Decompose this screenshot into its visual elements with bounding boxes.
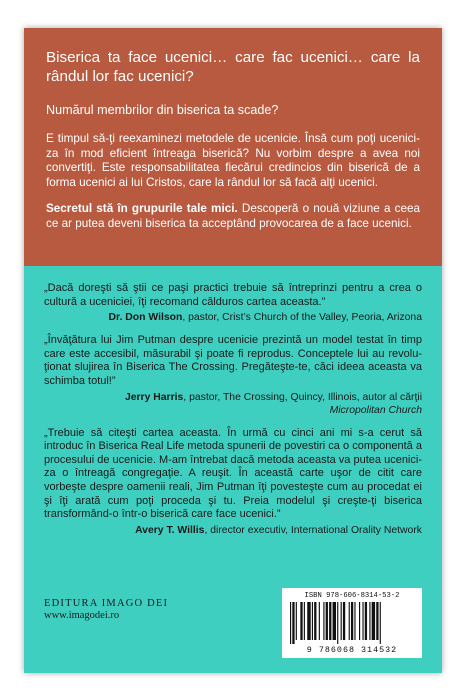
isbn-barcode bbox=[282, 588, 422, 658]
endorsement-attribution bbox=[44, 311, 422, 324]
barcode-bar bbox=[314, 602, 316, 640]
endorsement-book-title: Micropolitan Church bbox=[329, 404, 422, 416]
barcode-bar bbox=[372, 602, 375, 640]
barcode-bar bbox=[329, 602, 331, 640]
barcode-bar bbox=[376, 602, 378, 640]
barcode-bar bbox=[326, 602, 328, 640]
book-back-cover bbox=[24, 28, 442, 673]
blurb-headline: Biserica ta face ucenici… care fac ucenici… care la rândul lor fac ucenici? bbox=[46, 49, 420, 85]
blurb-paragraph: E timpul să-ţi reexaminezi metodele de ucenicie. Însă cum poţi uceniciza în mod eficient întreaga biserică? Nu vorbim despre a avea noi convertiţi. Este responsabilitatea fiecărui credincios din biserică de a forma ucenici ai lui Cristos, care la rândul lor să facă alţi ucenici. bbox=[46, 132, 420, 189]
barcode-bar bbox=[296, 602, 297, 640]
barcode-bar bbox=[354, 602, 355, 640]
barcode-bar bbox=[369, 602, 370, 640]
endorsement-attribution bbox=[44, 391, 422, 417]
barcode-bar bbox=[362, 602, 363, 640]
blurb-panel bbox=[24, 28, 442, 266]
barcode-bar bbox=[349, 602, 350, 640]
barcode-bar bbox=[292, 602, 294, 644]
publisher-name: EDITURA IMAGO DEI bbox=[44, 598, 169, 609]
barcode-bar bbox=[351, 602, 353, 640]
endorsement bbox=[44, 282, 422, 324]
blurb-closing-paragraph bbox=[46, 202, 420, 231]
barcode-bar bbox=[337, 602, 338, 644]
endorsement bbox=[44, 427, 422, 537]
endorsement-quote: „Învăţătura lui Jim Putman despre ucenicie prezintă un model testat în timp care este accesibil, măsurabil şi poate fi reprodus. Conceptele lui au revoluţionat slujirea în Biserica The Crossing. Pregăteşte-te, căci ideea aceasta va schimba totul!” bbox=[44, 334, 422, 387]
endorsement-author: Jerry Harris bbox=[124, 391, 184, 403]
barcode-bar bbox=[304, 602, 305, 640]
endorsements-panel bbox=[24, 266, 442, 673]
endorsement-role: , pastor, The Crossing, Quincy, Illinois, autor al cărţii bbox=[183, 391, 422, 403]
barcode-bar bbox=[333, 602, 336, 640]
endorsement-quote: „Trebuie să citeşti cartea aceasta. În urmă cu cinci ani mi s-a cerut să introduc în Biserica Real Life metoda spunerii de povestiri ca o componentă a procesului de ucenicie. M-am întrebat dacă metoda aceasta va putea uceniciza o întreagă congregaţie. A reuşit. În această carte uşor de citit care vorbeşte despre oamenii reali, Jim Putman îţi povesteşte cum au procedat ei şi îţi arată cum poţi proceda şi tu. Preia modelul şi creşte-ţi biserica transformând-o într-o biserică care face ucenici.” bbox=[44, 426, 422, 521]
endorsement-role: , director executiv, International Orality Network bbox=[204, 524, 422, 536]
endorsement-quote: „Dacă doreşti să ştii ce paşi practici trebuie să întreprinzi pentru a crea o cultură a uceniciei, îţi recomand călduros cartea aceasta.” bbox=[44, 282, 422, 308]
barcode-bar bbox=[359, 602, 360, 640]
barcode-bars bbox=[290, 602, 414, 644]
barcode-bar bbox=[323, 602, 324, 640]
endorsement bbox=[44, 334, 422, 416]
endorsement-author: Avery T. Willis bbox=[135, 524, 205, 536]
barcode-bar bbox=[319, 602, 320, 640]
barcode-bar bbox=[341, 602, 342, 640]
barcode-bar bbox=[307, 602, 310, 640]
endorsement-role: , pastor, Crist’s Church of the Valley, Peoria, Arizona bbox=[182, 312, 422, 324]
blurb-question: Numărul membrilor din biserica ta scade? bbox=[46, 103, 279, 117]
publisher-block bbox=[44, 598, 194, 621]
barcode-digits: 9 786068 314532 bbox=[306, 645, 398, 655]
barcode-bar bbox=[380, 602, 381, 644]
barcode-bar bbox=[343, 602, 345, 640]
publisher-url: www.imagodei.ro bbox=[44, 610, 120, 621]
blurb-closing-bold: Secretul stă în grupurile tale mici. bbox=[46, 202, 238, 216]
barcode-bar bbox=[312, 602, 313, 640]
isbn-label: ISBN 978-606-8314-53-2 bbox=[304, 592, 400, 600]
barcode-bar bbox=[300, 602, 302, 640]
blurb-closing-rest: Descoperă o nouă viziune a ceea ce ar putea deveni biserica ta acceptând provocarea de a face ucenici. bbox=[46, 202, 420, 230]
barcode-bar bbox=[290, 602, 291, 644]
barcode-bar bbox=[365, 602, 367, 640]
endorsement-attribution bbox=[44, 524, 422, 537]
endorsement-author: Dr. Don Wilson bbox=[108, 312, 183, 324]
